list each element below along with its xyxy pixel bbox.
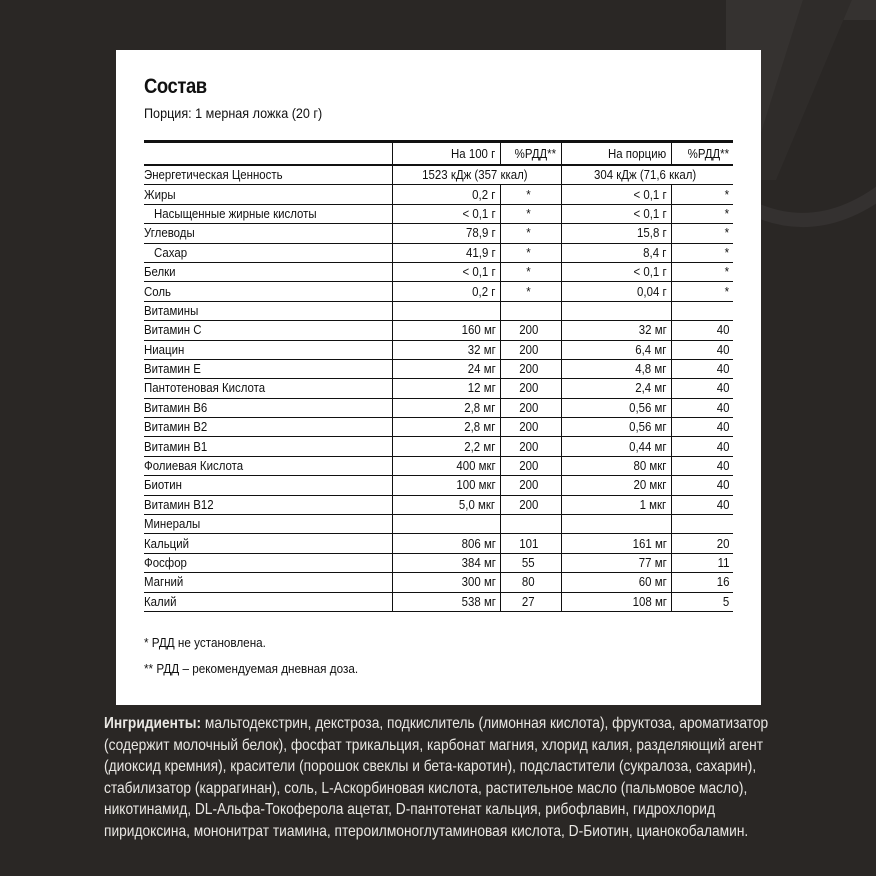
table-row bbox=[144, 592, 733, 611]
header-label bbox=[144, 142, 392, 166]
row-per-100g: 78,9 г bbox=[392, 224, 500, 243]
row-label: Пантотеновая Кислота bbox=[144, 379, 392, 398]
row-rdd-100g: 101 bbox=[500, 534, 561, 553]
table-row bbox=[144, 321, 733, 340]
row-rdd-100g: 200 bbox=[500, 456, 561, 475]
row-per-serving: 8,4 г bbox=[561, 243, 671, 262]
table-row bbox=[144, 418, 733, 437]
header-per-serving: На порцию bbox=[561, 142, 671, 166]
row-rdd-100g: 200 bbox=[500, 418, 561, 437]
row-per-serving bbox=[561, 515, 671, 534]
table-row bbox=[144, 573, 733, 592]
row-per-serving: 60 мг bbox=[561, 573, 671, 592]
ingredients-label: Ингридиенты: bbox=[104, 715, 202, 732]
row-rdd-100g: 200 bbox=[500, 476, 561, 495]
row-rdd-serving: 40 bbox=[671, 437, 733, 456]
row-rdd-serving: 40 bbox=[671, 476, 733, 495]
composition-panel bbox=[116, 50, 761, 705]
row-per-100g: 2,8 мг bbox=[392, 398, 500, 417]
row-rdd-100g: * bbox=[500, 262, 561, 281]
row-rdd-100g bbox=[500, 301, 561, 320]
row-per-100g: 100 мкг bbox=[392, 476, 500, 495]
row-label: Сахар bbox=[144, 243, 392, 262]
row-label: Насыщенные жирные кислоты bbox=[144, 204, 392, 223]
row-label: Кальций bbox=[144, 534, 392, 553]
energy-row bbox=[144, 165, 733, 185]
table-row bbox=[144, 224, 733, 243]
row-label: Калий bbox=[144, 592, 392, 611]
table-row bbox=[144, 359, 733, 378]
row-rdd-serving: * bbox=[671, 204, 733, 223]
row-per-100g: < 0,1 г bbox=[392, 204, 500, 223]
row-per-100g: 538 мг bbox=[392, 592, 500, 611]
row-per-100g: 160 мг bbox=[392, 321, 500, 340]
row-rdd-serving: 40 bbox=[671, 398, 733, 417]
table-row bbox=[144, 437, 733, 456]
row-per-serving: 161 мг bbox=[561, 534, 671, 553]
row-per-100g: 32 мг bbox=[392, 340, 500, 359]
row-per-100g: 0,2 г bbox=[392, 282, 500, 301]
row-per-100g: 384 мг bbox=[392, 553, 500, 572]
row-rdd-serving: 16 bbox=[671, 573, 733, 592]
row-per-100g: 0,2 г bbox=[392, 185, 500, 204]
row-label: Соль bbox=[144, 282, 392, 301]
row-label: Витамины bbox=[144, 301, 392, 320]
row-per-serving: 0,56 мг bbox=[561, 418, 671, 437]
row-rdd-100g: 27 bbox=[500, 592, 561, 611]
row-rdd-100g: 200 bbox=[500, 398, 561, 417]
row-label: Ниацин bbox=[144, 340, 392, 359]
row-rdd-100g: * bbox=[500, 282, 561, 301]
row-per-serving: 80 мкг bbox=[561, 456, 671, 475]
table-row bbox=[144, 262, 733, 281]
row-rdd-serving: * bbox=[671, 224, 733, 243]
row-rdd-100g: 200 bbox=[500, 321, 561, 340]
row-per-serving: 2,4 мг bbox=[561, 379, 671, 398]
row-rdd-serving bbox=[671, 515, 733, 534]
row-label: Углеводы bbox=[144, 224, 392, 243]
table-header-row bbox=[144, 142, 733, 166]
row-label: Магний bbox=[144, 573, 392, 592]
row-rdd-serving: * bbox=[671, 282, 733, 301]
footnote-rdd-definition: ** РДД – рекомендуемая дневная доза. bbox=[144, 660, 359, 676]
row-label: Минералы bbox=[144, 515, 392, 534]
row-rdd-serving: 40 bbox=[671, 418, 733, 437]
row-label: Витамин В6 bbox=[144, 398, 392, 417]
row-rdd-100g: * bbox=[500, 243, 561, 262]
row-rdd-100g: * bbox=[500, 185, 561, 204]
row-label: Витамин С bbox=[144, 321, 392, 340]
table-row bbox=[144, 398, 733, 417]
row-rdd-serving: 20 bbox=[671, 534, 733, 553]
row-per-serving: < 0,1 г bbox=[561, 185, 671, 204]
row-per-100g: < 0,1 г bbox=[392, 262, 500, 281]
row-rdd-serving: 11 bbox=[671, 553, 733, 572]
row-per-serving: 0,56 мг bbox=[561, 398, 671, 417]
row-per-serving: 0,44 мг bbox=[561, 437, 671, 456]
table-row bbox=[144, 340, 733, 359]
table-row bbox=[144, 379, 733, 398]
header-per-100g: На 100 г bbox=[392, 142, 500, 166]
row-rdd-serving: 40 bbox=[671, 456, 733, 475]
row-per-100g: 400 мкг bbox=[392, 456, 500, 475]
table-row bbox=[144, 243, 733, 262]
row-label: Фосфор bbox=[144, 553, 392, 572]
row-label: Витамин В2 bbox=[144, 418, 392, 437]
energy-per-100g: 1523 кДж (357 ккал) bbox=[392, 165, 561, 185]
table-row bbox=[144, 185, 733, 204]
energy-label: Энергетическая Ценность bbox=[144, 165, 392, 185]
row-per-100g: 41,9 г bbox=[392, 243, 500, 262]
row-rdd-serving: 40 bbox=[671, 321, 733, 340]
row-label: Биотин bbox=[144, 476, 392, 495]
row-rdd-100g: 200 bbox=[500, 359, 561, 378]
composition-title: Состав bbox=[144, 75, 207, 98]
row-per-100g bbox=[392, 301, 500, 320]
row-rdd-100g: 200 bbox=[500, 340, 561, 359]
row-rdd-100g: * bbox=[500, 204, 561, 223]
row-label: Жиры bbox=[144, 185, 392, 204]
row-rdd-100g: * bbox=[500, 224, 561, 243]
row-rdd-100g: 200 bbox=[500, 495, 561, 514]
row-per-serving: 4,8 мг bbox=[561, 359, 671, 378]
nutrition-table bbox=[144, 140, 733, 612]
footnote-rdd-not-set: * РДД не установлена. bbox=[144, 634, 266, 650]
header-rdd-100g: %РДД** bbox=[500, 142, 561, 166]
row-per-serving: < 0,1 г bbox=[561, 262, 671, 281]
row-rdd-100g: 200 bbox=[500, 379, 561, 398]
row-per-100g: 24 мг bbox=[392, 359, 500, 378]
row-rdd-serving: 40 bbox=[671, 359, 733, 378]
row-rdd-serving: * bbox=[671, 262, 733, 281]
row-per-100g: 806 мг bbox=[392, 534, 500, 553]
ingredients-block bbox=[104, 713, 784, 842]
row-per-serving: < 0,1 г bbox=[561, 204, 671, 223]
row-per-serving bbox=[561, 301, 671, 320]
row-per-serving: 20 мкг bbox=[561, 476, 671, 495]
table-row bbox=[144, 456, 733, 475]
row-rdd-100g bbox=[500, 515, 561, 534]
row-rdd-serving: * bbox=[671, 243, 733, 262]
table-row bbox=[144, 282, 733, 301]
row-per-serving: 0,04 г bbox=[561, 282, 671, 301]
row-label: Витамин Е bbox=[144, 359, 392, 378]
row-per-100g: 5,0 мкг bbox=[392, 495, 500, 514]
row-per-100g: 12 мг bbox=[392, 379, 500, 398]
row-per-100g bbox=[392, 515, 500, 534]
row-rdd-100g: 200 bbox=[500, 437, 561, 456]
row-per-serving: 1 мкг bbox=[561, 495, 671, 514]
serving-size: Порция: 1 мерная ложка (20 г) bbox=[144, 105, 323, 121]
row-rdd-100g: 80 bbox=[500, 573, 561, 592]
row-rdd-100g: 55 bbox=[500, 553, 561, 572]
footnotes bbox=[144, 630, 733, 682]
row-per-100g: 300 мг bbox=[392, 573, 500, 592]
row-rdd-serving: * bbox=[671, 185, 733, 204]
row-rdd-serving: 40 bbox=[671, 495, 733, 514]
table-row bbox=[144, 204, 733, 223]
row-per-100g: 2,8 мг bbox=[392, 418, 500, 437]
row-rdd-serving bbox=[671, 301, 733, 320]
table-row bbox=[144, 534, 733, 553]
row-per-serving: 32 мг bbox=[561, 321, 671, 340]
ingredients-text: мальтодекстрин, декстроза, подкислитель (лимонная кислота), фруктоза, ароматизатор (содержит молочный белок), фосфат трикальция, карбонат магния, хлорид калия, разделяющий агент (диоксид кремния), красители (порошок свеклы и бета-каротин), подсластители (сукралоза, сахарин), стабилизатор (каррагинан), соль, L-Аскорбиновая кислота, растительное масло (пальмовое масло), никотинамид, DL-Альфа-Токоферола ацетат, D-пантотенат кальция, рибофлавин, гидрохлорид пиридоксина, мононитрат тиамина, птероилмоноглутаминовая кислота, D-Биотин, цианокобаламин. bbox=[104, 715, 769, 840]
row-label: Витамин В12 bbox=[144, 495, 392, 514]
row-per-serving: 108 мг bbox=[561, 592, 671, 611]
row-rdd-serving: 40 bbox=[671, 379, 733, 398]
energy-per-serving: 304 кДж (71,6 ккал) bbox=[561, 165, 733, 185]
table-row bbox=[144, 301, 733, 320]
table-row bbox=[144, 553, 733, 572]
row-rdd-serving: 5 bbox=[671, 592, 733, 611]
header-rdd-serving: %РДД** bbox=[671, 142, 733, 166]
table-row bbox=[144, 515, 733, 534]
row-per-serving: 15,8 г bbox=[561, 224, 671, 243]
table-row bbox=[144, 495, 733, 514]
row-label: Белки bbox=[144, 262, 392, 281]
row-label: Витамин В1 bbox=[144, 437, 392, 456]
row-label: Фолиевая Кислота bbox=[144, 456, 392, 475]
row-per-serving: 77 мг bbox=[561, 553, 671, 572]
row-per-100g: 2,2 мг bbox=[392, 437, 500, 456]
row-rdd-serving: 40 bbox=[671, 340, 733, 359]
table-row bbox=[144, 476, 733, 495]
row-per-serving: 6,4 мг bbox=[561, 340, 671, 359]
